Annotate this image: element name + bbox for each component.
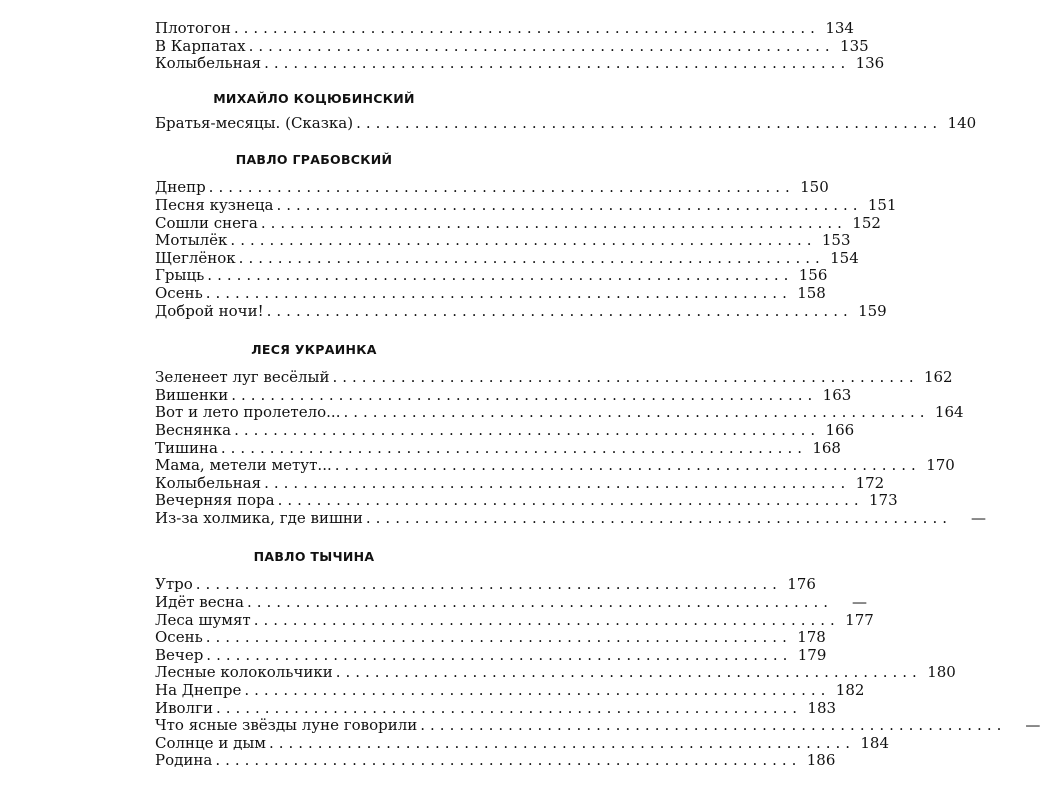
toc-entry — [155, 663, 956, 682]
toc-entry — [155, 438, 841, 458]
entry-title: Доброй ночи! — [155, 301, 264, 320]
entry-page: 173 — [869, 491, 898, 510]
entry-title: Леса шумят — [155, 610, 251, 629]
toc-entry — [155, 113, 977, 133]
toc-entry — [155, 283, 826, 303]
entry-title: Утро — [155, 575, 193, 594]
dot-leader: ............................................................ — [230, 231, 817, 250]
entry-title: Щеглёнок — [155, 248, 236, 267]
entry-title: Родина — [155, 751, 213, 770]
dot-leader: ............................................................ — [205, 283, 792, 302]
toc-entry — [155, 645, 827, 665]
entry-page: 156 — [798, 266, 828, 285]
dot-leader: ............................................................ — [277, 491, 864, 510]
entry-page: 178 — [797, 628, 826, 647]
entry-page: 159 — [858, 301, 887, 320]
author-heading: ПАВЛО ТЫЧИНА — [253, 549, 375, 565]
entry-page: 134 — [825, 19, 854, 37]
dot-leader: ............................................................ — [276, 195, 863, 214]
toc-entry — [155, 420, 855, 440]
dot-leader: ............................................................ — [206, 645, 793, 664]
entry-title: Иволги — [155, 698, 213, 717]
entry-page: 162 — [923, 368, 953, 387]
toc-entry — [155, 385, 852, 405]
toc-entry — [155, 368, 953, 387]
entry-title: Мотылёк — [155, 231, 228, 250]
dot-leader: ............................................................ — [334, 456, 921, 475]
entry-title: На Днепре — [155, 681, 242, 700]
toc-entry — [155, 301, 887, 321]
toc-entry — [155, 248, 859, 268]
entry-page: 163 — [822, 385, 852, 404]
entry-title: Солнце и дым — [155, 733, 266, 752]
entry-page: 182 — [835, 681, 865, 700]
author-heading: ЛЕСЯ УКРАИНКА — [251, 342, 377, 358]
entry-page: — — [852, 593, 868, 612]
dot-leader: ............................................................ — [244, 681, 831, 700]
toc-entry — [155, 403, 964, 422]
dot-leader: ............................................................ — [260, 213, 847, 232]
entry-title: Осень — [155, 628, 203, 647]
entry-page: 180 — [927, 663, 956, 682]
entry-title: Плотогон — [155, 19, 231, 37]
dot-leader: ............................................................ — [238, 248, 825, 267]
entry-title: Днепр — [155, 178, 206, 197]
dot-leader: ............................................................ — [195, 575, 782, 594]
author-heading: ПАВЛО ГРАБОВСКИЙ — [235, 152, 393, 168]
dot-leader: ............................................................ — [335, 663, 922, 682]
toc-entry — [155, 231, 851, 250]
entry-page: — — [1025, 716, 1040, 735]
entry-page: 184 — [860, 733, 890, 752]
toc-entry — [155, 213, 881, 233]
toc-entry — [155, 473, 885, 493]
dot-leader: ............................................................ — [220, 438, 807, 457]
dot-leader: ............................................................ — [207, 266, 794, 285]
entry-page: — — [970, 508, 986, 527]
toc-entry — [155, 716, 1040, 735]
entry-page: 150 — [800, 178, 829, 197]
toc-entry — [155, 54, 885, 73]
entry-page: 158 — [797, 283, 826, 302]
entry-page: 136 — [855, 54, 885, 73]
entry-title: В Карпатах — [155, 36, 246, 55]
entry-page: 170 — [926, 456, 955, 475]
dot-leader: ............................................................ — [233, 19, 820, 37]
entry-title: Из-за холмика, где вишни — [155, 508, 363, 527]
entry-title: Колыбельная — [155, 54, 262, 73]
entry-title: Мама, метели метут... — [155, 456, 332, 475]
dot-leader: ............................................................ — [264, 473, 851, 492]
dot-leader: ............................................................ — [234, 420, 821, 439]
toc-entry — [155, 610, 874, 630]
entry-page: 140 — [947, 113, 977, 132]
entry-page: 152 — [852, 213, 881, 232]
dot-leader: ............................................................ — [248, 36, 835, 55]
toc-entry — [155, 593, 868, 612]
dot-leader: ............................................................ — [264, 54, 851, 73]
entry-title: Братья-месяцы. (Сказка) — [155, 113, 354, 132]
toc-entry — [155, 266, 828, 285]
entry-title: Что ясные звёзды луне говорили — [155, 716, 418, 735]
entry-page: 153 — [821, 231, 851, 250]
entry-title: Осень — [155, 283, 203, 302]
dot-leader: ............................................................ — [231, 385, 818, 404]
toc-entry — [155, 491, 898, 510]
toc-entry — [155, 681, 865, 700]
entry-page: 164 — [934, 403, 964, 422]
dot-leader: ............................................................ — [420, 716, 1007, 735]
entry-title: Колыбельная — [155, 473, 262, 492]
toc-entry — [155, 456, 955, 475]
toc-entry — [155, 36, 869, 56]
dot-leader: ............................................................ — [208, 178, 795, 197]
dot-leader: ............................................................ — [332, 368, 919, 387]
entry-page: 168 — [812, 438, 841, 457]
entry-page: 154 — [830, 248, 859, 267]
entry-title: Зеленеет луг весёлый — [155, 368, 330, 387]
entry-page: 186 — [806, 751, 836, 770]
toc-entry — [155, 508, 986, 528]
entry-page: 172 — [855, 473, 885, 492]
entry-page: 166 — [825, 420, 855, 439]
entry-title: Тишина — [155, 438, 218, 457]
entry-page: 151 — [867, 195, 897, 214]
dot-leader: ............................................................ — [356, 113, 943, 132]
toc-entry — [155, 19, 854, 38]
dot-leader: ............................................................ — [215, 698, 803, 717]
entry-title: Песня кузнеца — [155, 195, 274, 214]
toc-entry — [155, 195, 897, 215]
entry-page: 179 — [797, 645, 827, 664]
dot-leader: ............................................................ — [266, 301, 853, 320]
dot-leader: ............................................................ — [253, 610, 840, 629]
author-heading: МИХАЙЛО КОЦЮБИНСКИЙ — [213, 90, 415, 106]
toc-entry — [155, 751, 836, 770]
entry-title: Идёт весна — [155, 593, 244, 612]
toc-entry — [155, 698, 837, 718]
entry-page: 176 — [787, 575, 816, 594]
toc-entry — [155, 628, 826, 647]
toc-entry — [155, 733, 890, 753]
entry-title: Веснянка — [155, 420, 232, 439]
entry-title: Вечерняя пора — [155, 491, 275, 510]
dot-leader: ............................................................ — [205, 628, 792, 647]
dot-leader: ............................................................ — [246, 593, 834, 612]
entry-title: Грыць — [155, 266, 205, 285]
toc-entry — [155, 178, 829, 197]
entry-title: Вечер — [155, 645, 204, 664]
dot-leader: ............................................................ — [268, 733, 856, 752]
dot-leader: ............................................................ — [365, 508, 952, 527]
toc-entry — [155, 575, 816, 594]
entry-title: Лесные колокольчики — [155, 663, 333, 682]
entry-page: 183 — [807, 698, 837, 717]
dot-leader: ............................................................ — [215, 751, 802, 770]
table-of-contents — [155, 19, 1040, 770]
entry-title: Вот и лето пролетело... — [155, 403, 341, 422]
entry-title: Вишенки — [155, 385, 229, 404]
entry-page: 135 — [840, 36, 869, 55]
entry-page: 177 — [845, 610, 874, 629]
dot-leader: ............................................................ — [343, 403, 930, 422]
entry-title: Сошли снега — [155, 213, 258, 232]
